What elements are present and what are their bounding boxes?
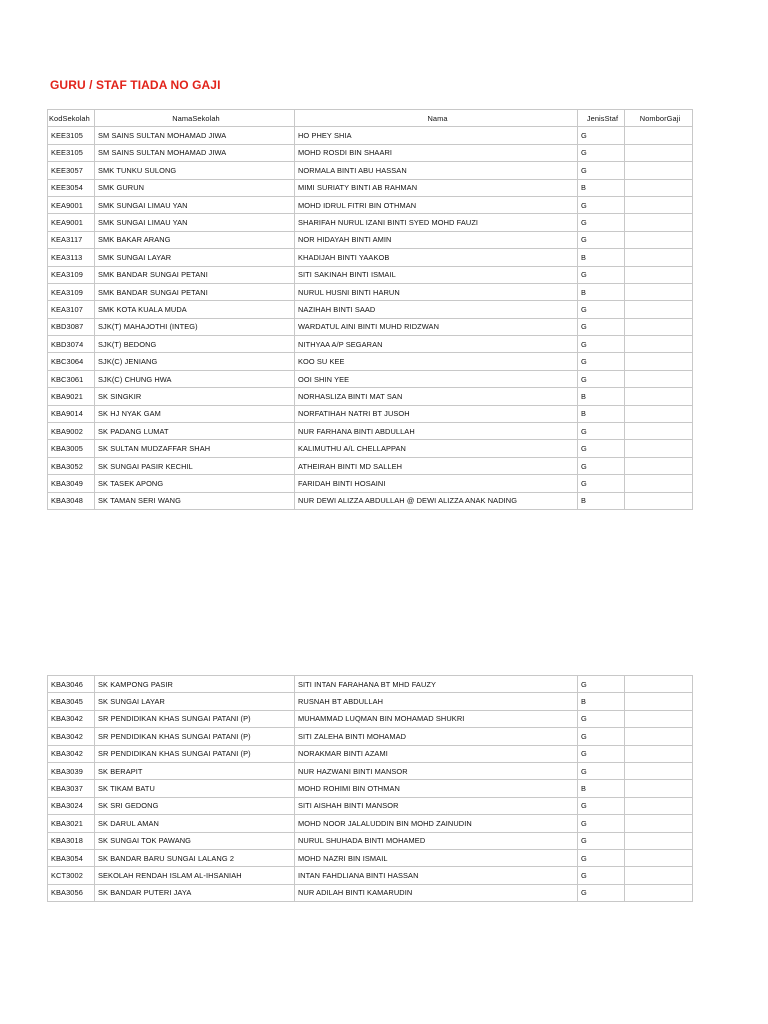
cell-nombor-gaji bbox=[625, 266, 693, 283]
table-row bbox=[48, 231, 693, 248]
cell-nama: OOI SHIN YEE bbox=[295, 370, 578, 387]
header-nama: Nama bbox=[295, 110, 578, 127]
header-nama-sekolah: NamaSekolah bbox=[95, 110, 295, 127]
cell-kod-sekolah: KCT3002 bbox=[48, 867, 95, 884]
cell-kod-sekolah: KEA3113 bbox=[48, 249, 95, 266]
cell-nombor-gaji bbox=[625, 249, 693, 266]
cell-nama: SITI INTAN FARAHANA BT MHD FAUZY bbox=[295, 676, 578, 693]
table-row bbox=[48, 797, 693, 814]
cell-kod-sekolah: KEE3057 bbox=[48, 162, 95, 179]
cell-nama: NORAKMAR BINTI AZAMI bbox=[295, 745, 578, 762]
cell-nama: INTAN FAHDLIANA BINTI HASSAN bbox=[295, 867, 578, 884]
cell-nama-sekolah: SK TAMAN SERI WANG bbox=[95, 492, 295, 509]
cell-jenis-staf: G bbox=[578, 867, 625, 884]
cell-nama: NURUL SHUHADA BINTI MOHAMED bbox=[295, 832, 578, 849]
cell-kod-sekolah: KEE3054 bbox=[48, 179, 95, 196]
table-row bbox=[48, 440, 693, 457]
cell-nama-sekolah: SK BERAPIT bbox=[95, 762, 295, 779]
table-row bbox=[48, 370, 693, 387]
cell-nama-sekolah: SK TASEK APONG bbox=[95, 475, 295, 492]
table-row bbox=[48, 353, 693, 370]
cell-nama-sekolah: SK KAMPONG PASIR bbox=[95, 676, 295, 693]
table-row bbox=[48, 693, 693, 710]
cell-jenis-staf: G bbox=[578, 162, 625, 179]
cell-nombor-gaji bbox=[625, 762, 693, 779]
table-row bbox=[48, 815, 693, 832]
cell-jenis-staf: G bbox=[578, 440, 625, 457]
cell-nama-sekolah: SR PENDIDIKAN KHAS SUNGAI PATANI (P) bbox=[95, 745, 295, 762]
cell-jenis-staf: G bbox=[578, 676, 625, 693]
cell-nombor-gaji bbox=[625, 832, 693, 849]
cell-jenis-staf: B bbox=[578, 780, 625, 797]
cell-nama: SITI SAKINAH BINTI ISMAIL bbox=[295, 266, 578, 283]
cell-nama: MOHD IDRUL FITRI BIN OTHMAN bbox=[295, 196, 578, 213]
cell-nama-sekolah: SMK BANDAR SUNGAI PETANI bbox=[95, 266, 295, 283]
table-row bbox=[48, 144, 693, 161]
table-row bbox=[48, 301, 693, 318]
cell-kod-sekolah: KBA3045 bbox=[48, 693, 95, 710]
cell-jenis-staf: G bbox=[578, 214, 625, 231]
cell-nama-sekolah: SK SINGKIR bbox=[95, 388, 295, 405]
cell-nama: MIMI SURIATY BINTI AB RAHMAN bbox=[295, 179, 578, 196]
cell-jenis-staf: G bbox=[578, 423, 625, 440]
cell-nombor-gaji bbox=[625, 336, 693, 353]
cell-nombor-gaji bbox=[625, 457, 693, 474]
cell-nombor-gaji bbox=[625, 144, 693, 161]
table-row bbox=[48, 388, 693, 405]
cell-jenis-staf: G bbox=[578, 849, 625, 866]
cell-kod-sekolah: KEA3109 bbox=[48, 266, 95, 283]
cell-nama-sekolah: SMK GURUN bbox=[95, 179, 295, 196]
cell-nama: MOHD ROSDI BIN SHAARI bbox=[295, 144, 578, 161]
cell-nombor-gaji bbox=[625, 405, 693, 422]
cell-nama-sekolah: SMK BAKAR ARANG bbox=[95, 231, 295, 248]
table-row bbox=[48, 249, 693, 266]
cell-nombor-gaji bbox=[625, 780, 693, 797]
cell-nombor-gaji bbox=[625, 214, 693, 231]
table-row bbox=[48, 423, 693, 440]
cell-nama-sekolah: SK DARUL AMAN bbox=[95, 815, 295, 832]
cell-nama-sekolah: SK SRI GEDONG bbox=[95, 797, 295, 814]
header-jenis-staf: JenisStaf bbox=[578, 110, 625, 127]
cell-nombor-gaji bbox=[625, 728, 693, 745]
cell-nama-sekolah: SK TIKAM BATU bbox=[95, 780, 295, 797]
cell-nama: MOHD ROHIMI BIN OTHMAN bbox=[295, 780, 578, 797]
table-row bbox=[48, 336, 693, 353]
cell-nombor-gaji bbox=[625, 388, 693, 405]
cell-jenis-staf: G bbox=[578, 318, 625, 335]
cell-nama: SITI ZALEHA BINTI MOHAMAD bbox=[295, 728, 578, 745]
cell-kod-sekolah: KBA3042 bbox=[48, 710, 95, 727]
cell-nama-sekolah: SJK(C) JENIANG bbox=[95, 353, 295, 370]
cell-nombor-gaji bbox=[625, 127, 693, 144]
table-row bbox=[48, 318, 693, 335]
table-row bbox=[48, 405, 693, 422]
cell-nama-sekolah: SK PADANG LUMAT bbox=[95, 423, 295, 440]
cell-jenis-staf: G bbox=[578, 301, 625, 318]
cell-nama-sekolah: SK SUNGAI PASIR KECHIL bbox=[95, 457, 295, 474]
table-row bbox=[48, 475, 693, 492]
cell-jenis-staf: G bbox=[578, 457, 625, 474]
cell-jenis-staf: B bbox=[578, 405, 625, 422]
cell-jenis-staf: G bbox=[578, 728, 625, 745]
cell-nama-sekolah: SMK KOTA KUALA MUDA bbox=[95, 301, 295, 318]
cell-nombor-gaji bbox=[625, 353, 693, 370]
cell-nama: NORMALA BINTI ABU HASSAN bbox=[295, 162, 578, 179]
cell-kod-sekolah: KBA3056 bbox=[48, 884, 95, 901]
cell-nama-sekolah: SK BANDAR PUTERI JAYA bbox=[95, 884, 295, 901]
cell-nama: KHADIJAH BINTI YAAKOB bbox=[295, 249, 578, 266]
cell-kod-sekolah: KBA9021 bbox=[48, 388, 95, 405]
cell-kod-sekolah: KEE3105 bbox=[48, 144, 95, 161]
table-row bbox=[48, 867, 693, 884]
cell-nombor-gaji bbox=[625, 301, 693, 318]
cell-kod-sekolah: KEA3107 bbox=[48, 301, 95, 318]
cell-kod-sekolah: KBA3021 bbox=[48, 815, 95, 832]
table-row bbox=[48, 283, 693, 300]
cell-nama-sekolah: SR PENDIDIKAN KHAS SUNGAI PATANI (P) bbox=[95, 710, 295, 727]
cell-nama: MOHD NOOR JALALUDDIN BIN MOHD ZAINUDIN bbox=[295, 815, 578, 832]
table-row bbox=[48, 214, 693, 231]
cell-nama-sekolah: SMK TUNKU SULONG bbox=[95, 162, 295, 179]
table-row bbox=[48, 745, 693, 762]
staff-table-2 bbox=[47, 675, 693, 902]
cell-nombor-gaji bbox=[625, 693, 693, 710]
table-row bbox=[48, 676, 693, 693]
table-row bbox=[48, 127, 693, 144]
table-row bbox=[48, 780, 693, 797]
cell-kod-sekolah: KBA3018 bbox=[48, 832, 95, 849]
cell-nama-sekolah: SJK(T) BEDONG bbox=[95, 336, 295, 353]
page-title: GURU / STAF TIADA NO GAJI bbox=[50, 78, 221, 92]
cell-nama-sekolah: SJK(T) MAHAJOTHI (INTEG) bbox=[95, 318, 295, 335]
cell-kod-sekolah: KBA3005 bbox=[48, 440, 95, 457]
cell-nama-sekolah: SR PENDIDIKAN KHAS SUNGAI PATANI (P) bbox=[95, 728, 295, 745]
cell-nama: KALIMUTHU A/L CHELLAPPAN bbox=[295, 440, 578, 457]
cell-nama-sekolah: SJK(C) CHUNG HWA bbox=[95, 370, 295, 387]
cell-jenis-staf: B bbox=[578, 388, 625, 405]
table-row bbox=[48, 162, 693, 179]
cell-nombor-gaji bbox=[625, 318, 693, 335]
cell-kod-sekolah: KBA3042 bbox=[48, 745, 95, 762]
cell-nama: WARDATUL AINI BINTI MUHD RIDZWAN bbox=[295, 318, 578, 335]
cell-kod-sekolah: KEA3117 bbox=[48, 231, 95, 248]
cell-nombor-gaji bbox=[625, 196, 693, 213]
cell-kod-sekolah: KBA3037 bbox=[48, 780, 95, 797]
cell-jenis-staf: G bbox=[578, 884, 625, 901]
cell-kod-sekolah: KBC3064 bbox=[48, 353, 95, 370]
cell-kod-sekolah: KBC3061 bbox=[48, 370, 95, 387]
cell-jenis-staf: G bbox=[578, 797, 625, 814]
cell-jenis-staf: G bbox=[578, 815, 625, 832]
cell-nombor-gaji bbox=[625, 745, 693, 762]
table-row bbox=[48, 849, 693, 866]
cell-kod-sekolah: KBA3054 bbox=[48, 849, 95, 866]
cell-nama-sekolah: SEKOLAH RENDAH ISLAM AL-IHSANIAH bbox=[95, 867, 295, 884]
cell-nama: NUR HAZWANI BINTI MANSOR bbox=[295, 762, 578, 779]
cell-nama-sekolah: SMK SUNGAI LIMAU YAN bbox=[95, 214, 295, 231]
cell-nombor-gaji bbox=[625, 710, 693, 727]
cell-jenis-staf: B bbox=[578, 179, 625, 196]
cell-nombor-gaji bbox=[625, 849, 693, 866]
cell-nama: NITHYAA A/P SEGARAN bbox=[295, 336, 578, 353]
table-row bbox=[48, 884, 693, 901]
cell-nama: RUSNAH BT ABDULLAH bbox=[295, 693, 578, 710]
cell-nama: NURUL HUSNI BINTI HARUN bbox=[295, 283, 578, 300]
cell-kod-sekolah: KEA3109 bbox=[48, 283, 95, 300]
cell-kod-sekolah: KBA3049 bbox=[48, 475, 95, 492]
cell-nombor-gaji bbox=[625, 370, 693, 387]
cell-kod-sekolah: KBA3024 bbox=[48, 797, 95, 814]
cell-kod-sekolah: KBA9002 bbox=[48, 423, 95, 440]
cell-nombor-gaji bbox=[625, 492, 693, 509]
cell-nama: SITI AISHAH BINTI MANSOR bbox=[295, 797, 578, 814]
cell-kod-sekolah: KEA9001 bbox=[48, 214, 95, 231]
cell-nombor-gaji bbox=[625, 884, 693, 901]
cell-nama: NORHASLIZA BINTI MAT SAN bbox=[295, 388, 578, 405]
cell-jenis-staf: G bbox=[578, 832, 625, 849]
cell-kod-sekolah: KBA3039 bbox=[48, 762, 95, 779]
cell-nama-sekolah: SMK BANDAR SUNGAI PETANI bbox=[95, 283, 295, 300]
cell-kod-sekolah: KBA3052 bbox=[48, 457, 95, 474]
cell-nama: NUR FARHANA BINTI ABDULLAH bbox=[295, 423, 578, 440]
cell-nombor-gaji bbox=[625, 423, 693, 440]
cell-jenis-staf: G bbox=[578, 196, 625, 213]
cell-nama: HO PHEY SHIA bbox=[295, 127, 578, 144]
cell-nama-sekolah: SMK SUNGAI LIMAU YAN bbox=[95, 196, 295, 213]
table-row bbox=[48, 457, 693, 474]
cell-jenis-staf: B bbox=[578, 249, 625, 266]
cell-kod-sekolah: KBD3074 bbox=[48, 336, 95, 353]
cell-jenis-staf: G bbox=[578, 336, 625, 353]
table-row bbox=[48, 710, 693, 727]
cell-nama-sekolah: SK HJ NYAK GAM bbox=[95, 405, 295, 422]
cell-nombor-gaji bbox=[625, 676, 693, 693]
cell-nama: FARIDAH BINTI HOSAINI bbox=[295, 475, 578, 492]
table-row bbox=[48, 728, 693, 745]
cell-jenis-staf: G bbox=[578, 762, 625, 779]
cell-jenis-staf: G bbox=[578, 231, 625, 248]
cell-nama-sekolah: SM SAINS SULTAN MOHAMAD JIWA bbox=[95, 127, 295, 144]
cell-nombor-gaji bbox=[625, 231, 693, 248]
cell-jenis-staf: G bbox=[578, 266, 625, 283]
cell-nama: NORFATIHAH NATRI BT JUSOH bbox=[295, 405, 578, 422]
cell-nombor-gaji bbox=[625, 283, 693, 300]
cell-nombor-gaji bbox=[625, 867, 693, 884]
cell-jenis-staf: G bbox=[578, 710, 625, 727]
cell-jenis-staf: B bbox=[578, 693, 625, 710]
header-kod-sekolah: KodSekolah bbox=[48, 110, 95, 127]
cell-nama: NUR DEWI ALIZZA ABDULLAH @ DEWI ALIZZA ANAK NADING bbox=[295, 492, 578, 509]
header-nombor-gaji: NomborGaji bbox=[625, 110, 693, 127]
cell-nama: NUR ADILAH BINTI KAMARUDIN bbox=[295, 884, 578, 901]
table-row bbox=[48, 832, 693, 849]
cell-nama-sekolah: SM SAINS SULTAN MOHAMAD JIWA bbox=[95, 144, 295, 161]
table-row bbox=[48, 196, 693, 213]
cell-nama: NAZIHAH BINTI SAAD bbox=[295, 301, 578, 318]
cell-jenis-staf: B bbox=[578, 492, 625, 509]
cell-nama-sekolah: SK SUNGAI LAYAR bbox=[95, 693, 295, 710]
cell-kod-sekolah: KBA3046 bbox=[48, 676, 95, 693]
cell-nombor-gaji bbox=[625, 179, 693, 196]
cell-nama-sekolah: SK BANDAR BARU SUNGAI LALANG 2 bbox=[95, 849, 295, 866]
table-row bbox=[48, 762, 693, 779]
cell-nama: KOO SU KEE bbox=[295, 353, 578, 370]
cell-nombor-gaji bbox=[625, 440, 693, 457]
header-row bbox=[48, 110, 693, 127]
cell-kod-sekolah: KBA9014 bbox=[48, 405, 95, 422]
staff-table-1 bbox=[47, 109, 693, 510]
cell-nama: NOR HIDAYAH BINTI AMIN bbox=[295, 231, 578, 248]
cell-jenis-staf: G bbox=[578, 353, 625, 370]
table-row bbox=[48, 492, 693, 509]
table-row bbox=[48, 179, 693, 196]
cell-nama: MUHAMMAD LUQMAN BIN MOHAMAD SHUKRI bbox=[295, 710, 578, 727]
cell-kod-sekolah: KBA3042 bbox=[48, 728, 95, 745]
cell-kod-sekolah: KEE3105 bbox=[48, 127, 95, 144]
cell-nombor-gaji bbox=[625, 475, 693, 492]
cell-jenis-staf: G bbox=[578, 370, 625, 387]
cell-nama-sekolah: SMK SUNGAI LAYAR bbox=[95, 249, 295, 266]
table-row bbox=[48, 266, 693, 283]
cell-kod-sekolah: KBA3048 bbox=[48, 492, 95, 509]
cell-nama-sekolah: SK SUNGAI TOK PAWANG bbox=[95, 832, 295, 849]
cell-jenis-staf: G bbox=[578, 475, 625, 492]
cell-jenis-staf: B bbox=[578, 283, 625, 300]
cell-nama: MOHD NAZRI BIN ISMAIL bbox=[295, 849, 578, 866]
cell-nama-sekolah: SK SULTAN MUDZAFFAR SHAH bbox=[95, 440, 295, 457]
cell-nama: ATHEIRAH BINTI MD SALLEH bbox=[295, 457, 578, 474]
cell-jenis-staf: G bbox=[578, 745, 625, 762]
cell-kod-sekolah: KBD3087 bbox=[48, 318, 95, 335]
cell-jenis-staf: G bbox=[578, 144, 625, 161]
cell-nombor-gaji bbox=[625, 162, 693, 179]
cell-nombor-gaji bbox=[625, 797, 693, 814]
cell-nombor-gaji bbox=[625, 815, 693, 832]
cell-jenis-staf: G bbox=[578, 127, 625, 144]
cell-kod-sekolah: KEA9001 bbox=[48, 196, 95, 213]
cell-nama: SHARIFAH NURUL IZANI BINTI SYED MOHD FAUZI bbox=[295, 214, 578, 231]
